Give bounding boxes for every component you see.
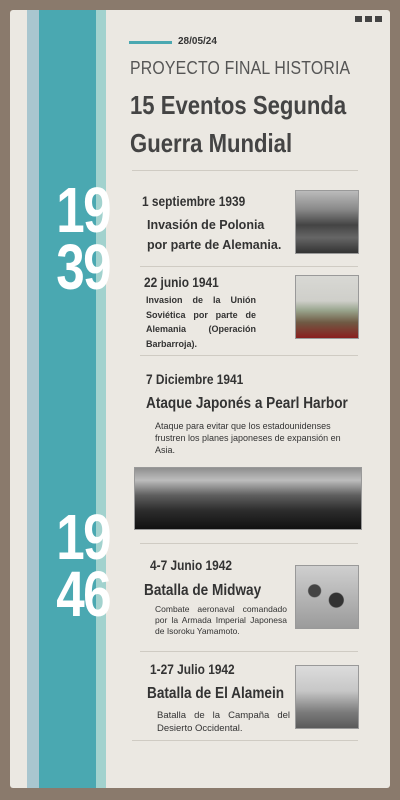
divider [132,170,358,171]
event-description: Combate aeronaval comandado por la Armada Imperial Japonesa de Isoroku Yamamoto. [155,604,287,636]
event-date: 7 Diciembre 1941 [146,371,244,387]
side-stripe-light [27,10,39,788]
event-title: Invasión de Polonia por parte de Alemania. [147,218,282,252]
event-date: 4-7 Junio 1942 [150,557,233,573]
year-start-bottom: 39 [56,231,110,303]
page-subtitle: PROYECTO FINAL HISTORIA [130,58,351,78]
year-end-top: 19 [56,501,110,573]
event-photo-wide [134,467,362,530]
side-stripe-teal [39,10,96,788]
menu-icon[interactable] [355,16,382,22]
side-stripe-mint [96,10,106,788]
divider [140,543,358,544]
divider [140,266,358,267]
event-title: Ataque Japonés a Pearl Harbor [146,395,348,412]
event-date: 22 junio 1941 [144,274,219,290]
event-description: Batalla de la Campaña del Desierto Occidental. [157,710,290,734]
event-photo [295,190,359,254]
timeline-card [10,10,390,788]
accent-bar [129,41,172,44]
divider [140,651,358,652]
event-date: 1-27 Julio 1942 [150,661,235,677]
event-title: Batalla de Midway [144,582,262,599]
page-title: 15 Eventos Segunda Guerra Mundial [130,90,347,158]
event-description: Invasion de la Unión Soviética por parte de Alemania (Operación Barbarroja). [146,295,256,349]
divider [132,740,358,741]
event-title: Batalla de El Alamein [147,685,285,702]
event-photo [295,565,359,629]
event-photo [295,275,359,339]
header-date: 28/05/24 [178,36,217,47]
event-description: Ataque para evitar que los estadounidenses frustren los planes japoneses de expansión en Asia. [155,421,341,455]
year-end-bottom: 46 [56,558,110,630]
event-date: 1 septiembre 1939 [142,193,246,209]
year-start-top: 19 [56,174,110,246]
event-photo [295,665,359,729]
divider [140,355,358,356]
